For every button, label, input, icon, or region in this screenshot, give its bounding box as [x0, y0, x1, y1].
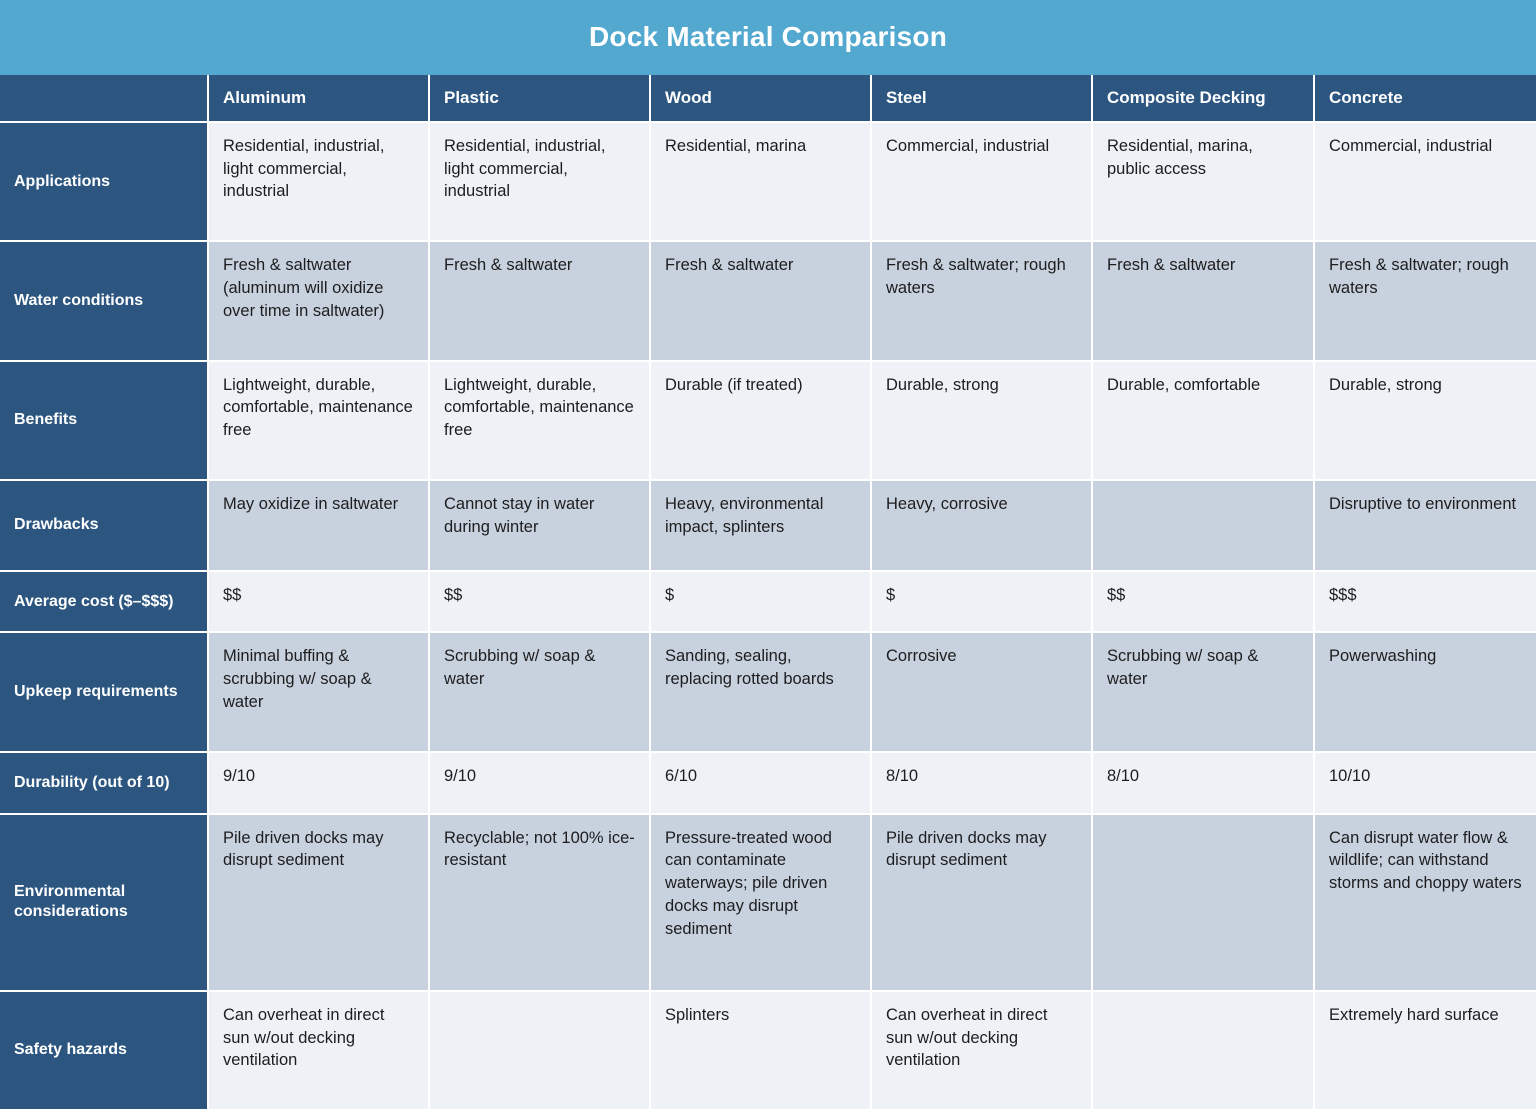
row-label-benefits: Benefits: [0, 361, 208, 480]
cell-drawbacks-wood: Heavy, environmental impact, splinters: [650, 480, 871, 571]
cell-durability-steel: 8/10: [871, 752, 1092, 814]
cell-water-conditions-aluminum: Fresh & saltwater (aluminum will oxidize over time in saltwater): [208, 241, 429, 360]
cell-benefits-plastic: Lightweight, durable, comfortable, maintenance free: [429, 361, 650, 480]
cell-drawbacks-steel: Heavy, corrosive: [871, 480, 1092, 571]
cell-average-cost-plastic: $$: [429, 571, 650, 633]
cell-applications-aluminum: Residential, industrial, light commercial, industrial: [208, 122, 429, 241]
cell-environmental-composite: [1092, 814, 1314, 991]
row-label-water-conditions: Water conditions: [0, 241, 208, 360]
table-row: [0, 361, 1536, 480]
cell-drawbacks-aluminum: May oxidize in saltwater: [208, 480, 429, 571]
cell-drawbacks-concrete: Disruptive to environment: [1314, 480, 1536, 571]
cell-applications-concrete: Commercial, industrial: [1314, 122, 1536, 241]
cell-upkeep-concrete: Powerwashing: [1314, 632, 1536, 751]
row-label-average-cost: Average cost ($–$$$): [0, 571, 208, 633]
cell-upkeep-aluminum: Minimal buffing & scrubbing w/ soap & water: [208, 632, 429, 751]
cell-environmental-wood: Pressure-treated wood can contaminate waterways; pile driven docks may disrupt sediment: [650, 814, 871, 991]
cell-environmental-plastic: Recyclable; not 100% ice-resistant: [429, 814, 650, 991]
cell-water-conditions-concrete: Fresh & saltwater; rough waters: [1314, 241, 1536, 360]
cell-upkeep-wood: Sanding, sealing, replacing rotted boards: [650, 632, 871, 751]
cell-average-cost-wood: $: [650, 571, 871, 633]
cell-durability-wood: 6/10: [650, 752, 871, 814]
cell-average-cost-steel: $: [871, 571, 1092, 633]
table-body: [0, 122, 1536, 1109]
cell-water-conditions-plastic: Fresh & saltwater: [429, 241, 650, 360]
header-row: [0, 75, 1536, 122]
cell-benefits-concrete: Durable, strong: [1314, 361, 1536, 480]
table-row: [0, 752, 1536, 814]
table-row: [0, 122, 1536, 241]
cell-upkeep-composite: Scrubbing w/ soap & water: [1092, 632, 1314, 751]
cell-safety-aluminum: Can overheat in direct sun w/out decking ventilation: [208, 991, 429, 1109]
cell-applications-plastic: Residential, industrial, light commercial, industrial: [429, 122, 650, 241]
row-label-upkeep-requirements: Upkeep requirements: [0, 632, 208, 751]
cell-environmental-concrete: Can disrupt water flow & wildlife; can withstand storms and choppy waters: [1314, 814, 1536, 991]
column-header-wood: Wood: [650, 75, 871, 122]
cell-environmental-steel: Pile driven docks may disrupt sediment: [871, 814, 1092, 991]
row-label-drawbacks: Drawbacks: [0, 480, 208, 571]
cell-drawbacks-plastic: Cannot stay in water during winter: [429, 480, 650, 571]
row-label-safety-hazards: Safety hazards: [0, 991, 208, 1109]
cell-benefits-steel: Durable, strong: [871, 361, 1092, 480]
cell-benefits-composite: Durable, comfortable: [1092, 361, 1314, 480]
table-row: [0, 632, 1536, 751]
table-corner-cell: [0, 75, 208, 122]
cell-safety-concrete: Extremely hard surface: [1314, 991, 1536, 1109]
cell-safety-composite: [1092, 991, 1314, 1109]
column-header-steel: Steel: [871, 75, 1092, 122]
cell-upkeep-plastic: Scrubbing w/ soap & water: [429, 632, 650, 751]
cell-water-conditions-composite: Fresh & saltwater: [1092, 241, 1314, 360]
cell-upkeep-steel: Corrosive: [871, 632, 1092, 751]
row-label-durability: Durability (out of 10): [0, 752, 208, 814]
cell-durability-aluminum: 9/10: [208, 752, 429, 814]
cell-average-cost-concrete: $$$: [1314, 571, 1536, 633]
column-header-plastic: Plastic: [429, 75, 650, 122]
page-title: Dock Material Comparison: [0, 0, 1536, 75]
cell-durability-concrete: 10/10: [1314, 752, 1536, 814]
cell-average-cost-composite: $$: [1092, 571, 1314, 633]
cell-drawbacks-composite: [1092, 480, 1314, 571]
table-row: [0, 480, 1536, 571]
cell-applications-wood: Residential, marina: [650, 122, 871, 241]
cell-durability-plastic: 9/10: [429, 752, 650, 814]
column-header-composite-decking: Composite Decking: [1092, 75, 1314, 122]
table-row: [0, 991, 1536, 1109]
row-label-applications: Applications: [0, 122, 208, 241]
table-row: [0, 571, 1536, 633]
column-header-concrete: Concrete: [1314, 75, 1536, 122]
cell-safety-wood: Splinters: [650, 991, 871, 1109]
cell-durability-composite: 8/10: [1092, 752, 1314, 814]
cell-water-conditions-steel: Fresh & saltwater; rough waters: [871, 241, 1092, 360]
dock-material-comparison-table: [0, 75, 1536, 1109]
table-row: [0, 241, 1536, 360]
cell-water-conditions-wood: Fresh & saltwater: [650, 241, 871, 360]
table-header: [0, 75, 1536, 122]
cell-benefits-aluminum: Lightweight, durable, comfortable, maintenance free: [208, 361, 429, 480]
column-header-aluminum: Aluminum: [208, 75, 429, 122]
cell-environmental-aluminum: Pile driven docks may disrupt sediment: [208, 814, 429, 991]
cell-benefits-wood: Durable (if treated): [650, 361, 871, 480]
table-row: [0, 814, 1536, 991]
row-label-environmental-considerations: Environmental considerations: [0, 814, 208, 991]
cell-safety-plastic: [429, 991, 650, 1109]
cell-safety-steel: Can overheat in direct sun w/out decking ventilation: [871, 991, 1092, 1109]
cell-average-cost-aluminum: $$: [208, 571, 429, 633]
cell-applications-composite: Residential, marina, public access: [1092, 122, 1314, 241]
cell-applications-steel: Commercial, industrial: [871, 122, 1092, 241]
